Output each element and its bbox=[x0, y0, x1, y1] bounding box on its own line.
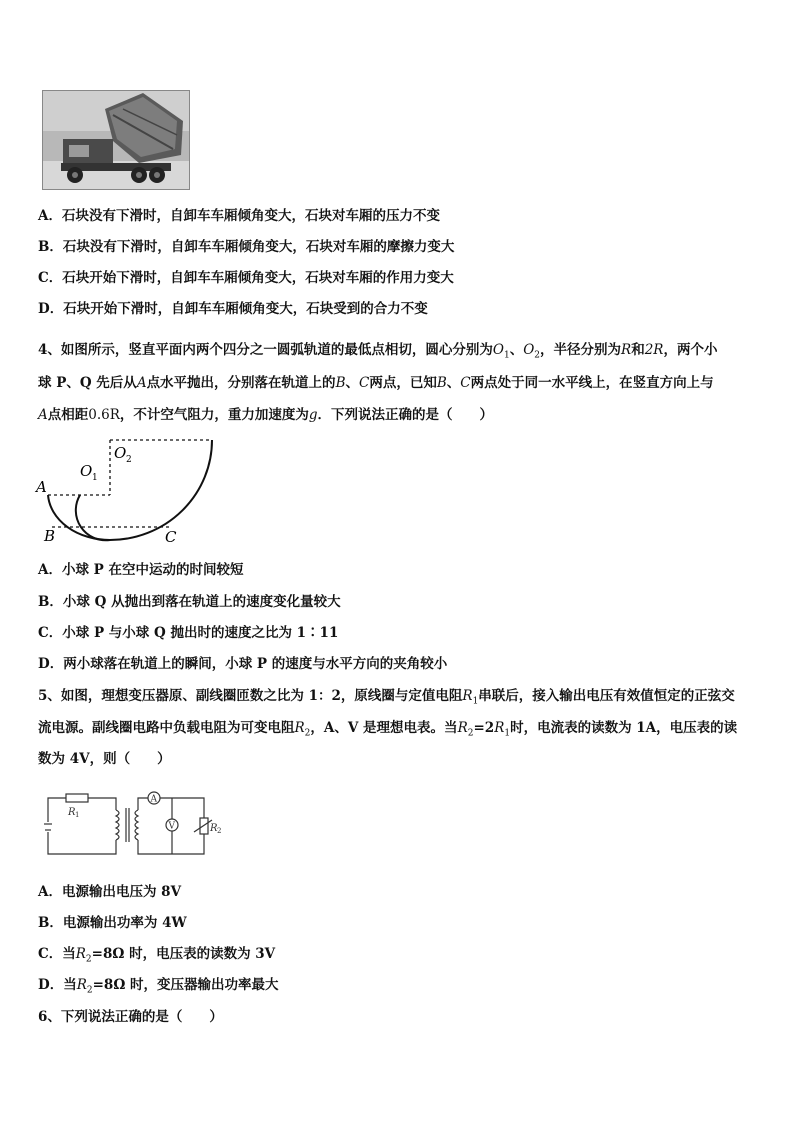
q5-option-d: D．当$R_2=8\Omega$ 时，变压器输出功率最大 bbox=[38, 977, 279, 996]
q4-option-b: B．小球 Q 从抛出到落在轨道上的速度变化量较大 bbox=[38, 594, 341, 610]
r1-label: R bbox=[68, 807, 76, 818]
dump-truck-photo bbox=[42, 90, 190, 190]
ammeter-label: A bbox=[150, 794, 157, 805]
q4-stem-line-1: 4、如图所示，竖直平面内两个四分之一圆弧轨道的最低点相切，圆心分别为$O_1$、$O_2$，半径分别为R和2R，两个小 bbox=[38, 342, 718, 361]
q5-circuit-figure bbox=[40, 788, 222, 860]
q5-stem-line-3: 数为 4V，则（ ） bbox=[38, 751, 171, 767]
q4-stem-line-2: 球 P、Q 先后从A点水平抛出，分别落在轨道上的B、C两点，已知B、C两点处于同一水平线上，在竖直方向上与 bbox=[38, 375, 714, 391]
q4-track-figure bbox=[30, 438, 230, 550]
q6-stem: 6、下列说法正确的是（ ） bbox=[38, 1009, 223, 1025]
point-b-label: B bbox=[44, 527, 56, 545]
q3-option-d: D．石块开始下滑时，自卸车车厢倾角变大，石块受到的合力不变 bbox=[38, 301, 428, 317]
q4-stem-line-3: A点相距0.6R，不计空气阻力，重力加速度为g．下列说法正确的是（ ） bbox=[38, 407, 494, 423]
q5-stem-line-1: 5、如图，理想变压器原、副线圈匝数之比为 1：2，原线圈与定值电阻$R_1$串联后，接入输出电压有效值恒定的正弦交 bbox=[38, 688, 735, 707]
q4-option-c: C．小球 P 与小球 Q 抛出时的速度之比为 1∶11 bbox=[38, 625, 339, 641]
q5-stem-line-2: 流电源。副线圈电路中负载电阻为可变电阻$R_2$，A、V 是理想电表。当$R_2=2R_1$时，电流表的读数为 1A，电压表的读 bbox=[38, 720, 738, 739]
q3-option-a: A．石块没有下滑时，自卸车车厢倾角变大，石块对车厢的压力不变 bbox=[38, 208, 440, 224]
voltmeter-label: V bbox=[168, 821, 175, 832]
center-o2-sub: 2 bbox=[126, 455, 132, 465]
point-c-label: C bbox=[165, 528, 177, 546]
point-a-label: A bbox=[36, 478, 47, 496]
q4-option-d: D．两小球落在轨道上的瞬间，小球 P 的速度与水平方向的夹角较小 bbox=[38, 656, 448, 672]
q5-option-b: B．电源输出功率为 4W bbox=[38, 915, 187, 931]
r1-label-sub: 1 bbox=[75, 811, 80, 819]
center-o1-sub: 1 bbox=[92, 473, 98, 483]
r2-label: R bbox=[210, 823, 218, 834]
center-o2-label: O bbox=[114, 444, 127, 462]
q5-option-c: C．当$R_2=8\Omega$ 时，电压表的读数为 3V bbox=[38, 946, 276, 965]
q5-option-a: A．电源输出电压为 8V bbox=[38, 884, 182, 900]
q3-option-c: C．石块开始下滑时，自卸车车厢倾角变大，石块对车厢的作用力变大 bbox=[38, 270, 454, 286]
r2-label-sub: 2 bbox=[217, 827, 222, 835]
center-o1-label: O bbox=[80, 462, 93, 480]
q4-option-a: A．小球 P 在空中运动的时间较短 bbox=[38, 562, 244, 578]
q3-option-b: B．石块没有下滑时，自卸车车厢倾角变大，石块对车厢的摩擦力变大 bbox=[38, 239, 455, 255]
